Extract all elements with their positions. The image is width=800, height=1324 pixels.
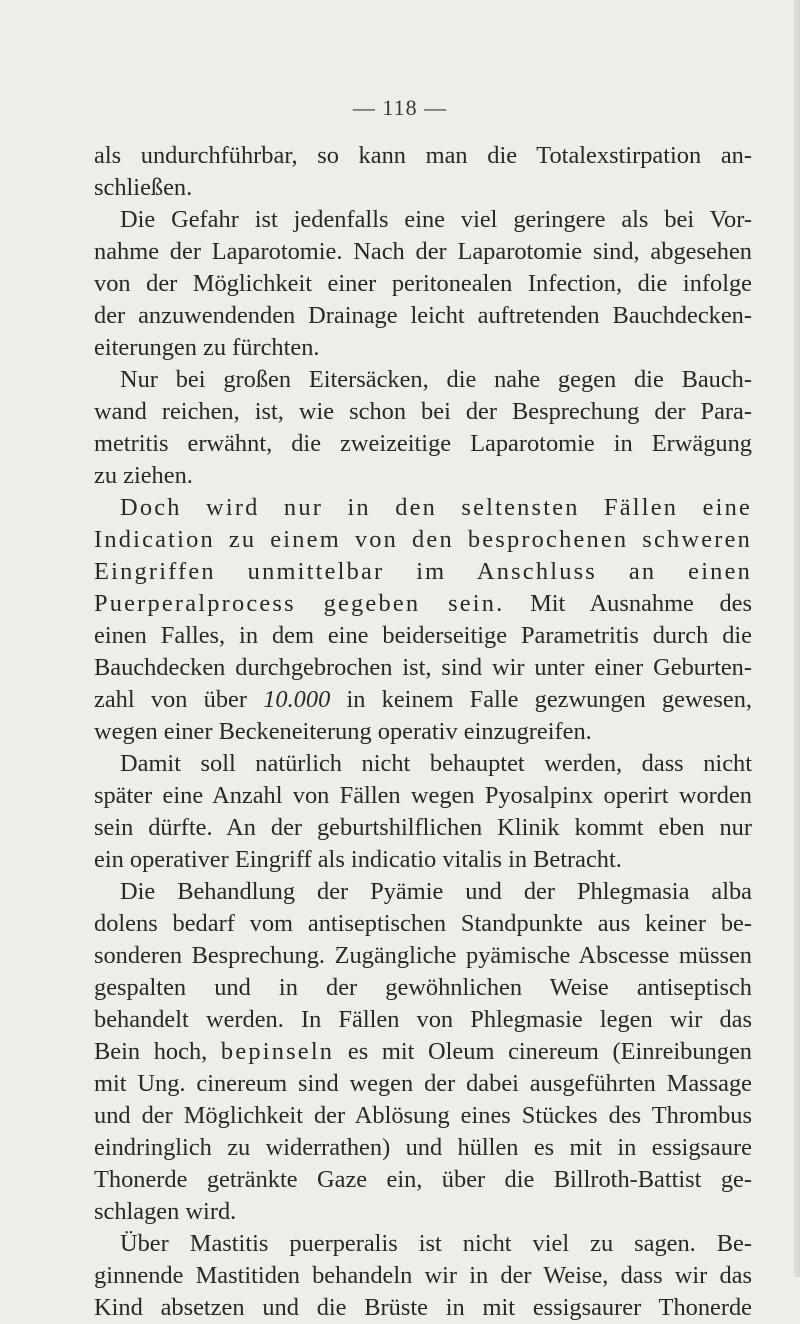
text-fragment: es mit Oleum cinereum (Einreibungen [334, 1038, 752, 1065]
text-line: später eine Anzahl von Fällen wegen Pyosalpinx operirt worden [94, 782, 752, 809]
text-line: gespalten und in der gewöhnlichen Weise antiseptisch [94, 974, 752, 1001]
text-fragment: Bein hoch, [94, 1038, 208, 1065]
text-line: mit Ung. cinereum sind wegen der dabei ausgeführten Massage [94, 1070, 752, 1097]
spaced-text: bepinseln [220, 1038, 335, 1065]
text-line: schließen. [94, 174, 193, 201]
body-text [94, 140, 752, 1324]
text-fragment: zahl von über [94, 686, 247, 713]
text-line: behandelt werden. In Fällen von Phlegmasie legen wir das [94, 1006, 752, 1033]
text-line: Über Mastitis puerperalis ist nicht viel zu sagen. Be- [120, 1230, 752, 1257]
text-line: Bauchdecken durchgebrochen ist, sind wir unter einer Geburten- [94, 654, 752, 681]
text-line: zu ziehen. [94, 462, 193, 489]
text-line: ginnende Mastitiden behandeln wir in der Weise, dass wir das [94, 1262, 752, 1289]
text-line-spaced: Eingriffen unmittelbar im Anschluss an einen [94, 558, 752, 585]
spaced-text: Puerperalprocess gegeben sein. [94, 590, 505, 617]
text-line: sonderen Besprechung. Zugängliche pyämische Abscesse müssen [94, 942, 752, 969]
text-line-spaced: Indication zu einem von den besprochenen schweren [94, 526, 752, 553]
text-line: der anzuwendenden Drainage leicht auftretenden Bauchdecken- [94, 302, 752, 329]
text-fragment: Mit Ausnahme des [504, 590, 753, 617]
text-line: einen Falles, in dem eine beiderseitige Parametritis durch die [94, 622, 752, 649]
text-line: sein dürfte. An der geburtshilflichen Klinik kommt eben nur [94, 814, 752, 841]
text-line: Die Gefahr ist jedenfalls eine viel geringere als bei Vor- [120, 206, 752, 233]
italic-number: 10.000 [263, 686, 331, 713]
text-line: Damit soll natürlich nicht behauptet werden, dass nicht [120, 750, 752, 777]
text-line-mixed [94, 684, 752, 716]
text-line: Kind absetzen und die Brüste in mit essigsaurer Thonerde [94, 1294, 752, 1321]
text-line: nahme der Laparotomie. Nach der Laparotomie sind, abgesehen [94, 238, 752, 265]
text-line: Nur bei großen Eitersäcken, die nahe gegen die Bauch- [120, 366, 752, 393]
text-line: Thonerde getränkte Gaze ein, über die Billroth-Battist ge- [94, 1166, 752, 1193]
text-line: wand reichen, ist, wie schon bei der Besprechung der Para- [94, 398, 752, 425]
page-edge-shadow [794, 0, 800, 1277]
text-line: als undurchführbar, so kann man die Totalexstirpation an- [94, 142, 752, 169]
text-line-spaced: Doch wird nur in den seltensten Fällen eine [120, 494, 752, 521]
text-line: dolens bedarf vom antiseptischen Standpunkte aus keiner be- [94, 910, 752, 937]
text-line: wegen einer Beckeneiterung operativ einzugreifen. [94, 718, 592, 745]
text-line: Die Behandlung der Pyämie und der Phlegmasia alba [120, 878, 752, 905]
text-line: metritis erwähnt, die zweizeitige Laparotomie in Erwägung [94, 430, 752, 457]
text-fragment: in keinem Falle gezwungen gewesen, [330, 686, 752, 713]
text-line: eindringlich zu widerrathen) und hüllen es mit in essigsaure [94, 1134, 752, 1161]
text-line-mixed [94, 588, 752, 620]
text-line: schlagen wird. [94, 1198, 237, 1225]
text-line: von der Möglichkeit einer peritonealen Infection, die infolge [94, 270, 752, 297]
text-line: eiterungen zu fürchten. [94, 334, 320, 361]
text-line: ein operativer Eingriff als indicatio vitalis in Betracht. [94, 846, 622, 873]
page-number: — 118 — [352, 95, 448, 120]
text-line: und der Möglichkeit der Ablösung eines Stückes des Thrombus [94, 1102, 752, 1129]
text-line-mixed [94, 1036, 752, 1068]
